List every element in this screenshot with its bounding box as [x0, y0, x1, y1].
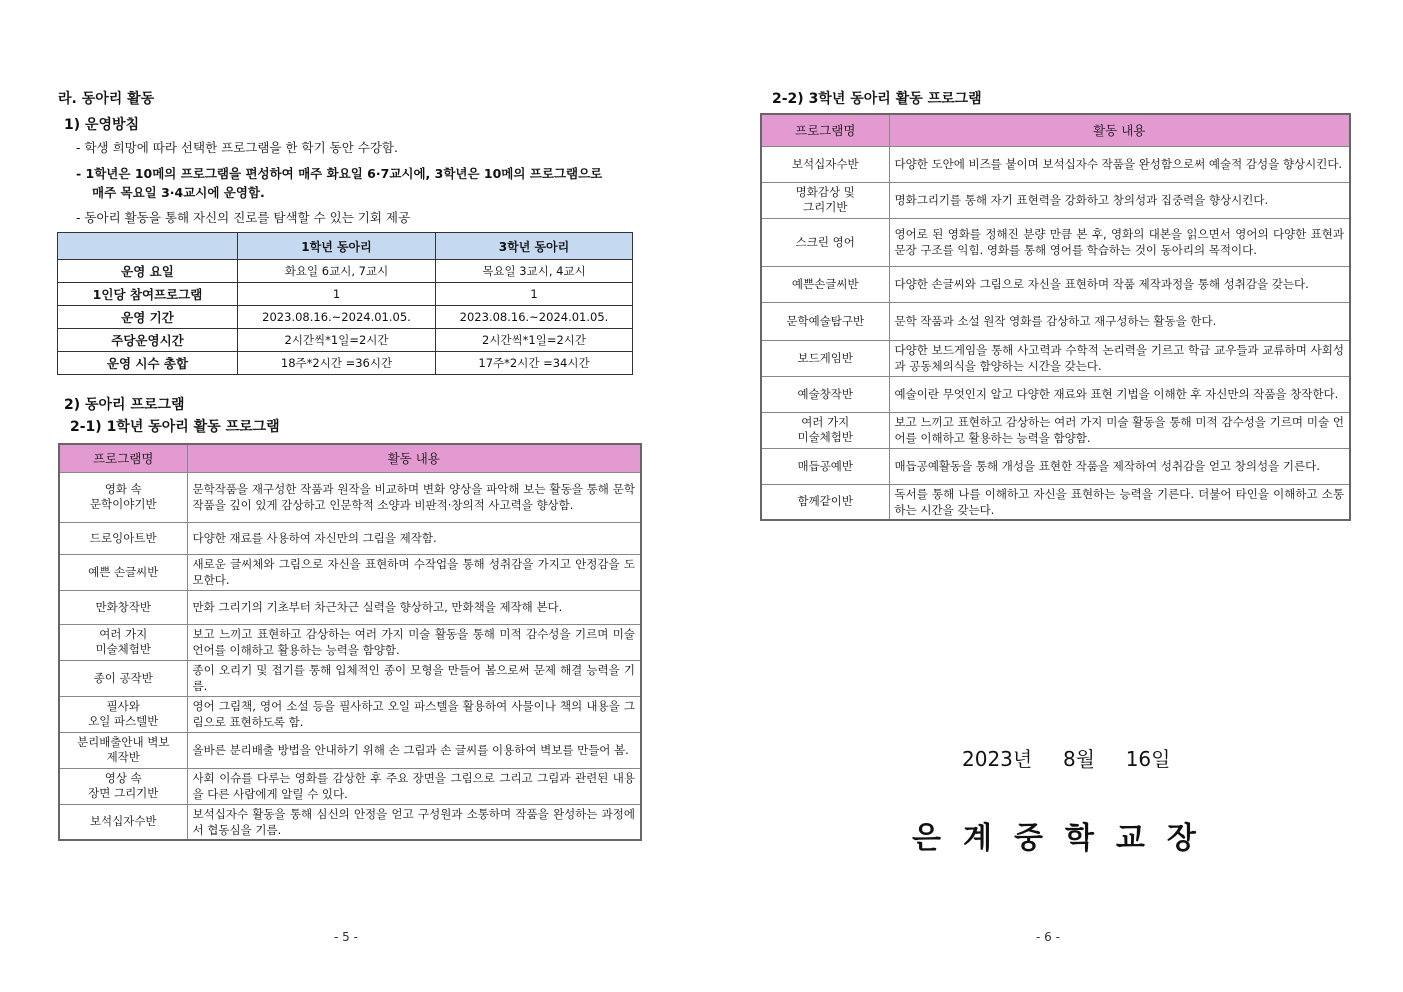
program-description: 새로운 글씨체와 그림으로 자신을 표현하며 수작업을 통해 성취감을 가지고 안정감을 도모한다.	[187, 554, 641, 590]
program-name: 여러 가지 미술체험반	[761, 412, 889, 448]
table-cell: 2시간씩*1일=2시간	[436, 329, 633, 352]
program-name: 명화감상 및 그리기반	[761, 182, 889, 218]
table-row	[58, 306, 633, 329]
program-description: 보석십자수 활동을 통해 심신의 안정을 얻고 구성원과 소통하며 작품을 완성하는 과정에서 협동심을 기름.	[187, 804, 641, 840]
row-label: 운영 시수 총합	[58, 352, 238, 375]
table-row	[58, 352, 633, 375]
table-row	[59, 768, 641, 804]
program-name: 스크린 영어	[761, 218, 889, 266]
program-description: 사회 이슈를 다루는 영화를 감상한 후 주요 장면을 그림으로 그리고 그림과 관련된 내용을 다른 사람에게 알릴 수 있다.	[187, 768, 641, 804]
row-label: 1인당 참여프로그램	[58, 283, 238, 306]
header-cell: 프로그램명	[59, 444, 187, 472]
table-row	[59, 590, 641, 624]
program-name: 필사와 오일 파스텔반	[59, 696, 187, 732]
table-row	[58, 260, 633, 283]
table-row	[59, 732, 641, 768]
table-cell: 1	[436, 283, 633, 306]
program-description: 명화그리기를 통해 자기 표현력을 강화하고 창의성과 집중력을 향상시킨다.	[889, 182, 1350, 218]
program-name: 드로잉아트반	[59, 522, 187, 554]
table-row	[59, 624, 641, 660]
program-name: 종이 공작반	[59, 660, 187, 696]
table-row	[761, 266, 1350, 302]
subsection-title-programs: 2) 동아리 프로그램	[64, 397, 185, 413]
table-row	[59, 804, 641, 840]
program-name: 영화 속 문학이야기반	[59, 472, 187, 522]
program-description: 보고 느끼고 표현하고 감상하는 여러 가지 미술 활동을 통해 미적 감수성을 기르며 미술 언어를 이해하고 활용하는 능력을 함양함.	[889, 412, 1350, 448]
table-row	[761, 412, 1350, 448]
date-year: 2023년	[962, 747, 1033, 771]
program-description: 예술이란 무엇인지 알고 다양한 재료와 표현 기법을 이해한 후 자신만의 작품을 창작한다.	[889, 376, 1350, 412]
table-row	[761, 146, 1350, 182]
program-name: 분리배출안내 벽보 제작반	[59, 732, 187, 768]
program-description: 만화 그리기의 기초부터 차근차근 실력을 향상하고, 만화책을 제작해 본다.	[187, 590, 641, 624]
grade3-program-table	[760, 113, 1351, 521]
table-cell: 목요일 3교시, 4교시	[436, 260, 633, 283]
program-description: 올바른 분리배출 방법을 안내하기 위해 손 그림과 손 글씨를 이용하여 벽보를 만들어 봄.	[187, 732, 641, 768]
program-description: 보고 느끼고 표현하고 감상하는 여러 가지 미술 활동을 통해 미적 감수성을 기르며 미술 언어를 이해하고 활용하는 능력을 함양함.	[187, 624, 641, 660]
header-cell: 1학년 동아리	[238, 233, 436, 260]
subsection-title-grade1: 2-1) 1학년 동아리 활동 프로그램	[70, 419, 280, 435]
table-cell: 1	[238, 283, 436, 306]
program-description: 다양한 도안에 비즈를 붙이며 보석십자수 작품을 완성함으로써 예술적 감성을 향상시킨다.	[889, 146, 1350, 182]
table-row	[59, 522, 641, 554]
header-cell: 활동 내용	[187, 444, 641, 472]
table-row	[761, 448, 1350, 484]
program-description: 다양한 손글씨와 그림으로 자신을 표현하며 작품 제작과정을 통해 성취감을 갖는다.	[889, 266, 1350, 302]
table-row	[761, 376, 1350, 412]
date-month: 8월	[1062, 747, 1095, 771]
date-day: 16일	[1125, 747, 1171, 771]
row-label: 운영 요일	[58, 260, 238, 283]
program-name: 영상 속 장면 그리기반	[59, 768, 187, 804]
table-row	[59, 554, 641, 590]
program-description: 다양한 재료를 사용하여 자신만의 그림을 제작함.	[187, 522, 641, 554]
header-cell: 3학년 동아리	[436, 233, 633, 260]
program-name: 예쁜손글씨반	[761, 266, 889, 302]
row-label: 운영 기간	[58, 306, 238, 329]
table-row	[59, 660, 641, 696]
table-row	[58, 329, 633, 352]
subsection-title-policy: 1) 운영방침	[64, 117, 140, 133]
table-row	[58, 283, 633, 306]
table-row	[59, 472, 641, 522]
bullet-3: - 동아리 활동을 통해 자신의 진로를 탐색할 수 있는 기회 제공	[76, 210, 411, 225]
program-description: 영어 그림책, 영어 소설 등을 필사하고 오일 파스텔을 활용하여 사물이나 책의 내용을 그림으로 표현하도록 함.	[187, 696, 641, 732]
document-date	[962, 743, 1170, 772]
page-number: - 5 -	[334, 930, 358, 944]
program-name: 예쁜 손글씨반	[59, 554, 187, 590]
program-description: 문학작품을 재구성한 작품과 원작을 비교하며 변화 양상을 파악해 보는 활동을 통해 문학작품을 깊이 있게 감상하고 인문학적 소양과 비판적·창의적 사고력을 향상함.	[187, 472, 641, 522]
grade1-program-table	[58, 443, 642, 841]
header-cell: 활동 내용	[889, 114, 1350, 146]
table-cell: 2023.08.16.~2024.01.05.	[436, 306, 633, 329]
bullet-2-cont: 매주 목요일 3·4교시에 운영함.	[92, 185, 265, 200]
program-name: 보석십자수반	[761, 146, 889, 182]
table-row	[761, 340, 1350, 376]
operation-table	[57, 232, 633, 375]
header-cell	[58, 233, 238, 260]
table-row	[761, 484, 1350, 520]
principal-signature: 은계중학교장	[912, 821, 1218, 856]
program-name: 매듭공예반	[761, 448, 889, 484]
subsection-title-grade3: 2-2) 3학년 동아리 활동 프로그램	[772, 91, 982, 107]
program-description: 다양한 보드게임을 통해 사고력과 수학적 논리력을 기르고 학급 교우들과 교류하며 사회성과 공동체의식을 함양하는 시간을 갖는다.	[889, 340, 1350, 376]
table-cell: 화요일 6교시, 7교시	[238, 260, 436, 283]
program-name: 만화창작반	[59, 590, 187, 624]
program-name: 보드게임반	[761, 340, 889, 376]
table-cell: 17주*2시간 =34시간	[436, 352, 633, 375]
program-name: 문학예술탐구반	[761, 302, 889, 340]
bullet-1: - 학생 희망에 따라 선택한 프로그램을 한 학기 동안 수강함.	[76, 140, 398, 155]
program-name: 여러 가지 미술체험반	[59, 624, 187, 660]
program-description: 문학 작품과 소설 원작 영화를 감상하고 재구성하는 활동을 한다.	[889, 302, 1350, 340]
bullet-2: - 1학년은 10메의 프로그램을 편성하여 매주 화요일 6·7교시에, 3학년은 10메의 프로그램으로	[76, 166, 603, 181]
program-description: 종이 오리기 및 접기를 통해 입체적인 종이 모형을 만들어 봄으로써 문제 해결 능력을 기름.	[187, 660, 641, 696]
page-number: - 6 -	[1036, 930, 1060, 944]
table-cell: 2023.08.16.~2024.01.05.	[238, 306, 436, 329]
program-name: 보석십자수반	[59, 804, 187, 840]
section-title: 라. 동아리 활동	[58, 91, 155, 107]
program-description: 매듭공예활동을 통해 개성을 표현한 작품을 제작하여 성취감을 얻고 창의성을 기른다.	[889, 448, 1350, 484]
program-description: 독서를 통해 나를 이해하고 자신을 표현하는 능력을 기른다. 더불어 타인을 이해하고 소통하는 시간을 갖는다.	[889, 484, 1350, 520]
header-cell: 프로그램명	[761, 114, 889, 146]
table-row	[761, 302, 1350, 340]
table-row	[761, 218, 1350, 266]
table-row	[59, 696, 641, 732]
table-row	[761, 182, 1350, 218]
table-cell: 18주*2시간 =36시간	[238, 352, 436, 375]
program-name: 예술창작반	[761, 376, 889, 412]
program-name: 함께같이반	[761, 484, 889, 520]
program-description: 영어로 된 영화를 정해진 분량 만큼 본 후, 영화의 대본을 읽으면서 영어의 다양한 표현과 문장 구조를 익힘. 영화를 통해 영어를 학습하는 것이 동아리의 목적이다.	[889, 218, 1350, 266]
table-cell: 2시간씩*1일=2시간	[238, 329, 436, 352]
row-label: 주당운영시간	[58, 329, 238, 352]
